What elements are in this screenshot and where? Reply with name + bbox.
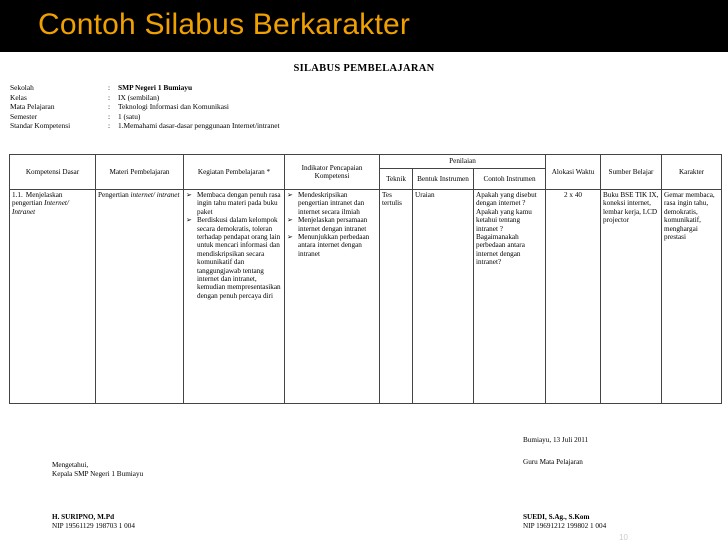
info-row-kelas: Kelas : IX (sembilan) — [10, 92, 160, 102]
cell-bentuk: Uraian — [413, 190, 474, 404]
indikator-item: ➢ Mendeskripsikan pengertian intranet dan internet secara ilmiah — [287, 191, 377, 216]
info-key: Semester — [10, 111, 38, 121]
left-signatory-nip: NIP 19561129 198703 1 004 — [52, 522, 135, 530]
header-kompetensi: Kompetensi Dasar — [10, 155, 96, 190]
info-key: Standar Kompetensi — [10, 121, 71, 131]
info-key: Kelas — [10, 92, 27, 102]
cell-teknik: Tes tertulis — [380, 190, 413, 404]
info-key: Sekolah — [10, 83, 34, 92]
table-row — [10, 190, 722, 404]
syllabus-document — [0, 52, 728, 546]
info-value: 1.Memahami dasar-dasar penggunaan Internet/intranet — [118, 121, 280, 131]
kd-text: Menjelaskan pengertian — [12, 191, 63, 208]
materi-italic: internet/ intranet — [130, 191, 180, 199]
cell-sumber: Buku BSE TIK IX, koneksi internet, lembar kerja, LCD projector — [601, 190, 662, 404]
kepala-label: Kepala SMP Negeri 1 Bumiayu — [52, 470, 144, 478]
cell-indikator — [285, 190, 380, 404]
kd-number: 1.1. — [12, 191, 23, 199]
cell-materi — [96, 190, 184, 404]
header-teknik: Teknik — [380, 169, 413, 190]
left-signatory-name: H. SURIPNO, M.Pd — [52, 513, 115, 521]
document-title: SILABUS PEMBELAJARAN — [293, 63, 435, 74]
cell-kegiatan — [184, 190, 285, 404]
header-sumber: Sumber Belajar — [601, 155, 662, 190]
kd-italic: Internet/ Intranet — [12, 199, 69, 216]
guru-label: Guru Mata Pelajaran — [523, 458, 583, 466]
info-block — [10, 83, 280, 131]
cell-alokasi: 2 x 40 — [546, 190, 601, 404]
indikator-item: ➢ Menunjukkan perbedaan antara internet dengan intranet — [287, 233, 377, 258]
info-value: IX (sembilan) — [118, 92, 160, 102]
info-row-sk: Standar Kompetensi : 1.Memahami dasar-dasar penggunaan Internet/intranet — [10, 121, 280, 131]
mengetahui-label: Mengetahui, — [52, 461, 89, 469]
header-row-1 — [10, 155, 722, 169]
kegiatan-item: ➢ Berdiskusi dalam kelompok secara demokratis, toleran terhadap pendapat orang lain untuk mencari informasi dan mendiskripsikan secara komunikatif dan tanggungjawab tentang internet dan intranet, kemudian mempresentasikan dengan penuh percaya diri — [186, 216, 282, 300]
header-alokasi: Alokasi Waktu — [546, 155, 601, 190]
info-key: Mata Pelajaran — [10, 102, 55, 112]
slide-title: Contoh Silabus Berkarakter — [38, 8, 411, 41]
header-indikator: Indikator Pencapaian Kompetensi — [285, 155, 380, 190]
header-contoh: Contoh Instrumen — [474, 169, 546, 190]
header-materi: Materi Pembelajaran — [96, 155, 184, 190]
indikator-item: ➢ Menjelaskan persamaan internet dengan intranet — [287, 216, 377, 233]
right-signatory-nip: NIP 19691212 199802 1 004 — [523, 522, 607, 530]
info-value: 1 (satu) — [118, 111, 141, 121]
info-row-semester: Semester : 1 (satu) — [10, 111, 141, 121]
cell-kompetensi — [10, 190, 96, 404]
header-bentuk: Bentuk Instrumen — [413, 169, 474, 190]
info-value: Teknologi Informasi dan Komunikasi — [118, 102, 229, 112]
header-penilaian: Penilaian — [380, 155, 546, 169]
right-signatory-name: SUEDI, S.Ag., S.Kom — [523, 513, 590, 521]
materi-text: Pengertian — [98, 191, 129, 199]
kegiatan-item: ➢ Membaca dengan penuh rasa ingin tahu materi pada buku paket — [186, 191, 282, 216]
header-kegiatan: Kegiatan Pembelajaran * — [184, 155, 285, 190]
slide-page-number: 10 — [619, 533, 628, 542]
syllabus-table — [9, 154, 722, 404]
place-date: Bumiayu, 13 Juli 2011 — [523, 436, 589, 444]
cell-contoh: Apakah yang disebut dengan internet ? Apakah yang kamu ketahui tentang intranet ? Bagaimanakah perbedaan antara internet dengan intranet? — [474, 190, 546, 404]
header-karakter: Karakter — [662, 155, 722, 190]
info-row-sekolah: Sekolah : SMP Negeri 1 Bumiayu — [10, 83, 193, 92]
info-row-mapel: Mata Pelajaran : Teknologi Informasi dan Komunikasi — [10, 102, 229, 112]
cell-karakter: Gemar membaca, rasa ingin tahu, demokratis, komunikatif, menghargai prestasi — [662, 190, 722, 404]
info-value: SMP Negeri 1 Bumiayu — [118, 83, 193, 92]
